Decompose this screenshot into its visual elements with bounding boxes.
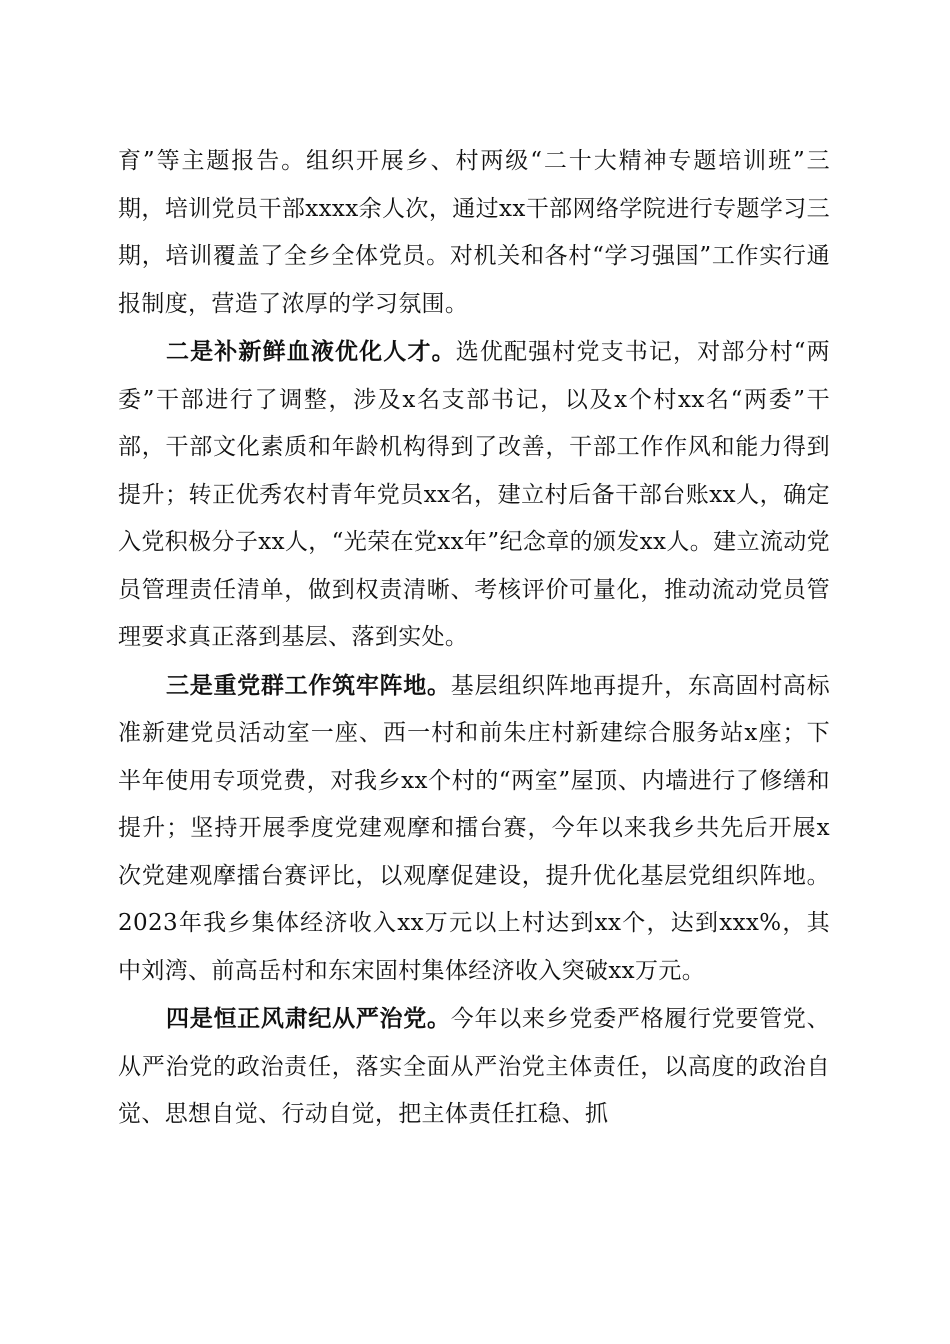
paragraph-continuation xyxy=(118,138,830,328)
paragraph-text: 育”等主题报告。组织开展乡、村两级“二十大精神专题培训班”三期，培训党员干部xxxx余人次，通过xx干部网络学院进行专题学习三期，培训覆盖了全乡全体党员。对机关和各村“学习强国”工作实行通报制度，营造了浓厚的学习氛围。 xyxy=(118,148,830,317)
paragraph-text: 选优配强村党支书记，对部分村“两委”干部进行了调整，涉及x名支部书记，以及x个村xx名“两委”干部，干部文化素质和年龄机构得到了改善，干部工作作风和能力得到提升；转正优秀农村青年党员xx名，建立村后备干部台账xx人，确定入党积极分子xx人，“光荣在党xx年”纪念章的颁发xx人。建立流动党员管理责任清单，做到权责清晰、考核评价可量化，推动流动党员管理要求真正落到基层、落到实处。 xyxy=(118,339,831,650)
paragraph-discipline xyxy=(118,995,830,1139)
paragraph-text: 今年以来乡党委严格履行党要管党、从严治党的政治责任，落实全面从严治党主体责任，以高度的政治自觉、思想自觉、行动自觉，把主体责任扛稳、抓 xyxy=(118,1006,830,1127)
paragraph-talent xyxy=(118,328,830,662)
paragraph-heading: 三是重党群工作筑牢阵地。 xyxy=(166,671,451,699)
paragraph-heading: 二是补新鲜血液优化人才。 xyxy=(166,338,456,365)
paragraph-position xyxy=(118,662,830,996)
document-body xyxy=(118,138,830,1139)
paragraph-text: 基层组织阵地再提升，东高固村高标准新建党员活动室一座、西一村和前朱庄村新建综合服务站x座；下半年使用专项党费，对我乡xx个村的“两室”屋顶、内墙进行了修缮和提升；坚持开展季度党建观摩和擂台赛，今年以来我乡共先后开展x次党建观摩擂台赛评比，以观摩促建设，提升优化基层党组织阵地。2023年我乡集体经济收入xx万元以上村达到xx个，达到xxx%，其中刘湾、前高岳村和东宋固村集体经济收入突破xx万元。 xyxy=(118,672,830,984)
paragraph-heading: 四是恒正风肃纪从严治党。 xyxy=(166,1005,451,1032)
